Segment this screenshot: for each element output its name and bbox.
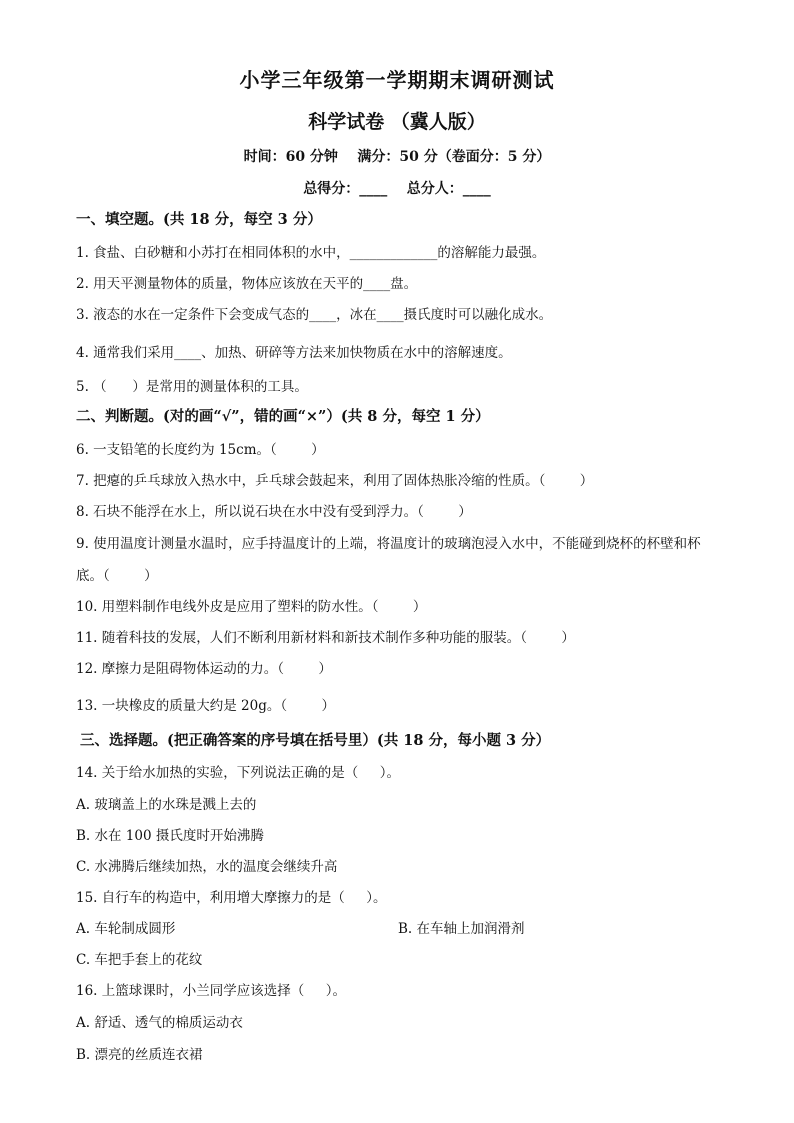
- question-4: 4. 通常我们采用____、加热、研碎等方法来加快物质在水中的溶解速度。: [76, 345, 512, 361]
- question-11: 11. 随着科技的发展，人们不断利用新材料和新技术制作多种功能的服装。（ ）: [76, 630, 575, 646]
- question-14: 14. 关于给水加热的实验，下列说法正确的是（ ）。: [76, 765, 400, 781]
- question-3: 3. 液态的水在一定条件下会变成气态的____，冰在____摄氏度时可以融化成水。: [76, 307, 553, 323]
- question-2: 2. 用天平测量物体的质量，物体应该放在天平的____盘。: [76, 276, 418, 292]
- question-14-option-b: B. 水在 100 摄氏度时开始沸腾: [76, 828, 264, 844]
- question-14-option-c: C. 水沸腾后继续加热，水的温度会继续升高: [76, 859, 338, 875]
- question-14-option-a: A. 玻璃盖上的水珠是溅上去的: [76, 797, 257, 813]
- question-6: 6. 一支铅笔的长度约为 15cm。（ ）: [76, 442, 325, 458]
- question-15-option-a: A. 车轮制成圆形: [76, 921, 176, 937]
- question-1: 1. 食盐、白砂糖和小苏打在相同体积的水中，_____________的溶解能力最强。: [76, 245, 546, 261]
- question-16: 16. 上篮球课时，小兰同学应该选择（ ）。: [76, 983, 346, 999]
- question-16-option-a: A. 舒适、透气的棉质运动衣: [76, 1015, 243, 1031]
- exam-meta: 时间：60 分钟 满分：50 分（卷面分：5 分）: [243, 149, 551, 165]
- question-9-line-2: 底。（ ）: [76, 568, 158, 584]
- question-8: 8. 石块不能浮在水上，所以说石块在水中没有受到浮力。（ ）: [76, 504, 472, 520]
- question-7: 7. 把瘪的乒乓球放入热水中，乒乓球会鼓起来，利用了固体热胀冷缩的性质。（ ）: [76, 473, 594, 489]
- question-9-line-1: 9. 使用温度计测量水温时，应手持温度计的上端，将温度计的玻璃泡浸入水中，不能碰到烧杯的杯壁和杯: [76, 536, 701, 552]
- exam-subtitle: 科学试卷 （冀人版）: [308, 111, 486, 133]
- question-15: 15. 自行车的构造中，利用增大摩擦力的是（ ）。: [76, 890, 387, 906]
- section-heading-choice: 三、选择题。(把正确答案的序号填在括号里）(共 18 分，每小题 3 分）: [80, 732, 551, 749]
- question-16-option-b: B. 漂亮的丝质连衣裙: [76, 1047, 203, 1063]
- question-5: 5. （ ）是常用的测量体积的工具。: [76, 379, 308, 395]
- question-10: 10. 用塑料制作电线外皮是应用了塑料的防水性。（ ）: [76, 599, 427, 615]
- question-12: 12. 摩擦力是阻碍物体运动的力。（ ）: [76, 661, 332, 677]
- question-15-option-c: C. 车把手套上的花纹: [76, 952, 203, 968]
- question-15-option-b: B. 在车轴上加润滑剂: [398, 921, 525, 937]
- section-heading-fill-blank: 一、填空题。(共 18 分，每空 3 分）: [76, 211, 322, 228]
- question-15-options-row: [76, 917, 676, 937]
- section-heading-true-false: 二、判断题。(对的画“√”，错的画“×”）(共 8 分，每空 1 分）: [76, 408, 490, 425]
- score-line: 总得分：____ 总分人：____: [303, 181, 491, 197]
- exam-title: 小学三年级第一学期期末调研测试: [239, 68, 555, 92]
- question-13: 13. 一块橡皮的质量大约是 20g。（ ）: [76, 698, 335, 714]
